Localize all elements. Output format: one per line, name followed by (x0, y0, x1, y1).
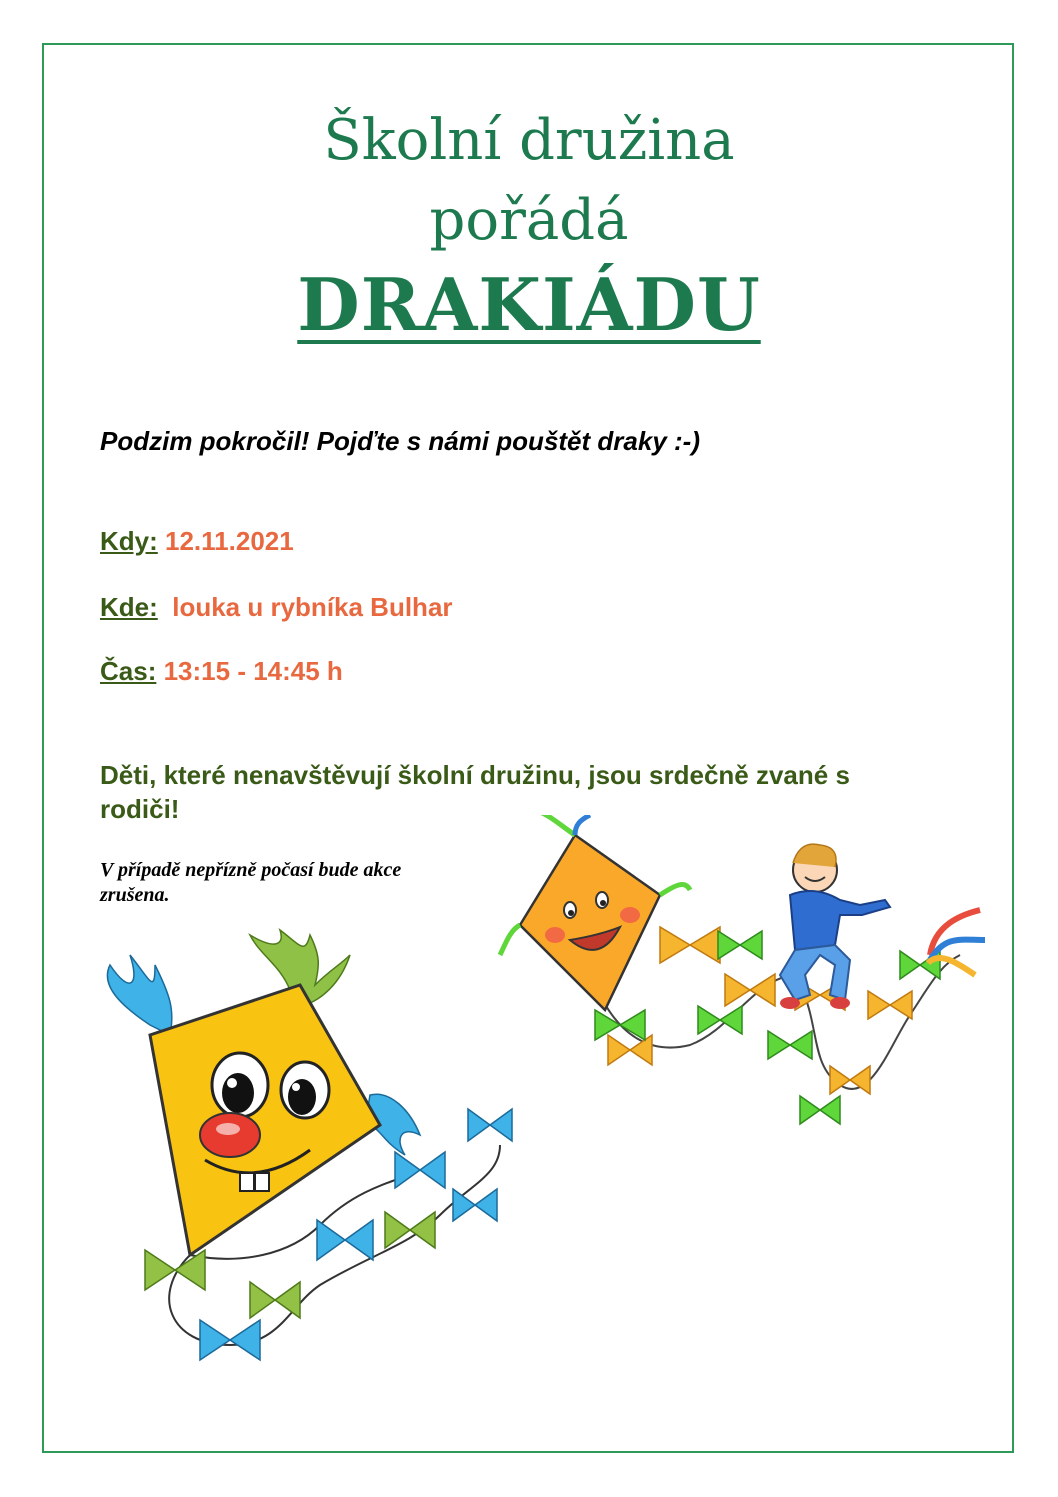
detail-where-value: louka u rybníka Bulhar (172, 592, 453, 622)
heading-line-1: Školní družina (323, 108, 735, 173)
detail-when-label: Kdy: (100, 526, 158, 556)
intro-text: Podzim pokročil! Pojďte s námi pouštět draky :-) (100, 426, 700, 456)
heading-main (0, 262, 1058, 347)
invite-text: Děti, které nenavštěvují školní družinu, jsou srdečně zvané s rodiči! (100, 760, 850, 824)
detail-when-value: 12.11.2021 (165, 526, 294, 556)
boy-with-kite-illustration (490, 815, 990, 1135)
smiling-kite-illustration (80, 925, 540, 1405)
detail-time-value: 13:15 - 14:45 h (163, 656, 343, 686)
heading-main-text: DRAKIÁDU (297, 262, 761, 347)
weather-note: V případě nepřízně počasí bude akce zrušena. (100, 859, 402, 906)
detail-time-label: Čas: (100, 656, 157, 686)
detail-where-label: Kde: (100, 592, 158, 622)
detail-time (100, 656, 343, 687)
detail-when (100, 526, 294, 557)
heading-line-2: pořádá (429, 188, 629, 253)
detail-where (100, 592, 453, 623)
